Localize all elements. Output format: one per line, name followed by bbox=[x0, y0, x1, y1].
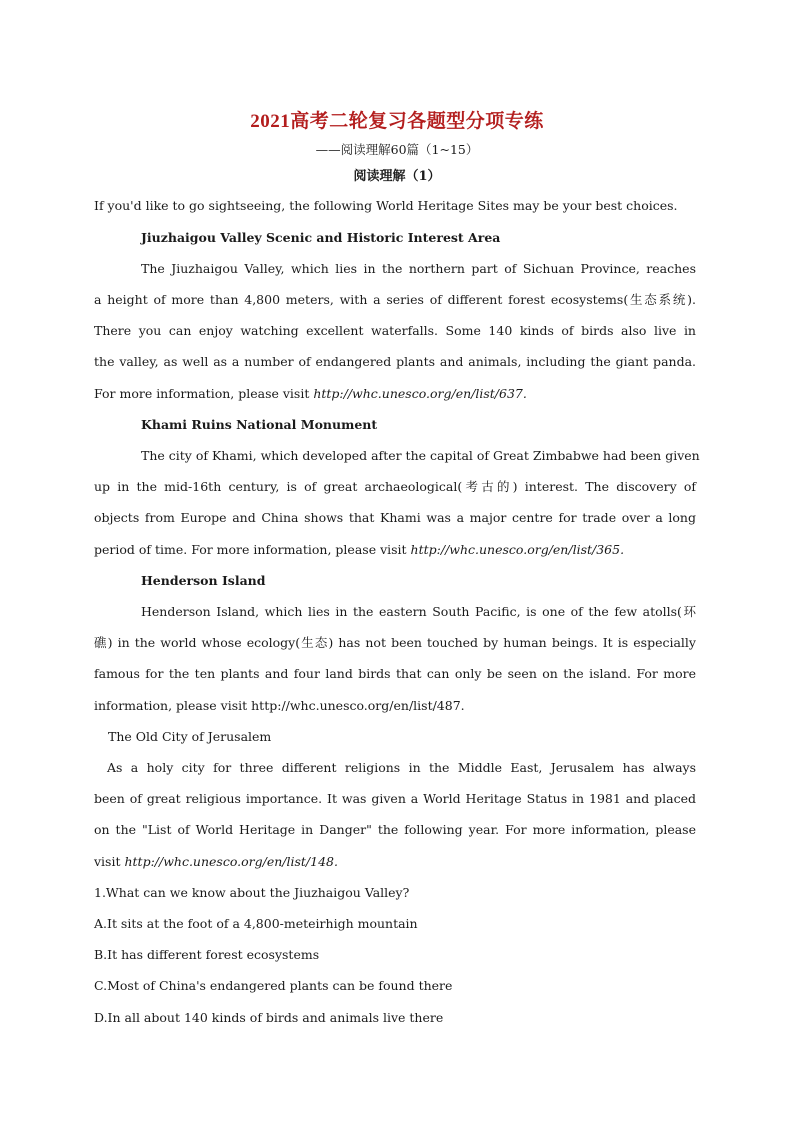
henderson-heading: Henderson Island bbox=[141, 573, 266, 588]
jerusalem-line-4 bbox=[94, 852, 696, 872]
jerusalem-line-3: on the "List of World Heritage in Danger" the following year. For more information, please bbox=[94, 822, 696, 837]
question-1-stem: 1.What can we know about the Jiuzhaigou Valley? bbox=[94, 885, 410, 900]
section-title: 阅读理解（1） bbox=[353, 169, 441, 184]
khami-more-info-text: period of time. For more information, please visit bbox=[94, 542, 411, 557]
jerusalem-line-1: As a holy city for three different religions in the Middle East, Jerusalem has always bbox=[107, 760, 696, 775]
document-title: 2021高考二轮复习各题型分项专练 bbox=[250, 111, 544, 132]
jiuzhaigou-line-1: The Jiuzhaigou Valley, which lies in the northern part of Sichuan Province, reaches bbox=[141, 261, 696, 276]
jiuzhaigou-line-4: the valley, as well as a number of endangered plants and animals, including the giant panda. bbox=[94, 354, 696, 369]
jiuzhaigou-heading: Jiuzhaigou Valley Scenic and Historic Interest Area bbox=[141, 230, 501, 245]
khami-line-2: up in the mid-16th century, is of great archaeological(考古的) interest. The discovery of bbox=[94, 479, 696, 494]
khami-url-link[interactable]: http://whc.unesco.org/en/list/365. bbox=[410, 542, 625, 557]
jiuzhaigou-more-info-text: For more information, please visit bbox=[94, 386, 314, 401]
khami-line-4 bbox=[94, 540, 696, 560]
henderson-line-3: famous for the ten plants and four land birds that can only be seen on the island. For more bbox=[94, 666, 696, 681]
document-subtitle: ——阅读理解60篇（1~15） bbox=[315, 142, 479, 157]
question-1-option-c: C.Most of China's endangered plants can be found there bbox=[94, 978, 453, 993]
henderson-line-4: information, please visit http://whc.unesco.org/en/list/487. bbox=[94, 698, 465, 713]
question-1-option-d: D.In all about 140 kinds of birds and animals live there bbox=[94, 1010, 444, 1025]
henderson-line-1: Henderson Island, which lies in the eastern South Pacific, is one of the few atolls(环 bbox=[141, 604, 696, 619]
jiuzhaigou-line-5 bbox=[94, 384, 696, 404]
khami-line-1: The city of Khami, which developed after the capital of Great Zimbabwe had been given bbox=[141, 448, 700, 463]
khami-heading: Khami Ruins National Monument bbox=[141, 417, 378, 432]
question-1-option-a: A.It sits at the foot of a 4,800-meteirhigh mountain bbox=[94, 916, 418, 931]
jerusalem-url-link[interactable]: http://whc.unesco.org/en/list/148. bbox=[124, 854, 338, 869]
khami-line-3: objects from Europe and China shows that Khami was a major centre for trade over a long bbox=[94, 510, 696, 525]
jerusalem-line-2: been of great religious importance. It was given a World Heritage Status in 1981 and placed bbox=[94, 791, 696, 806]
jerusalem-more-info-text: visit bbox=[94, 854, 125, 869]
henderson-line-2: 礁) in the world whose ecology(生态) has not been touched by human beings. It is especially bbox=[94, 635, 696, 650]
jiuzhaigou-line-2: a height of more than 4,800 meters, with a series of different forest ecosystems(生态系统). bbox=[94, 292, 696, 307]
jiuzhaigou-line-3: There you can enjoy watching excellent waterfalls. Some 140 kinds of birds also live in bbox=[94, 323, 696, 338]
intro-paragraph: If you'd like to go sightseeing, the following World Heritage Sites may be your best choices. bbox=[94, 198, 678, 213]
jerusalem-heading: The Old City of Jerusalem bbox=[108, 729, 272, 744]
jiuzhaigou-url-link[interactable]: http://whc.unesco.org/en/list/637. bbox=[313, 386, 527, 401]
question-1-option-b: B.It has different forest ecosystems bbox=[94, 947, 320, 962]
